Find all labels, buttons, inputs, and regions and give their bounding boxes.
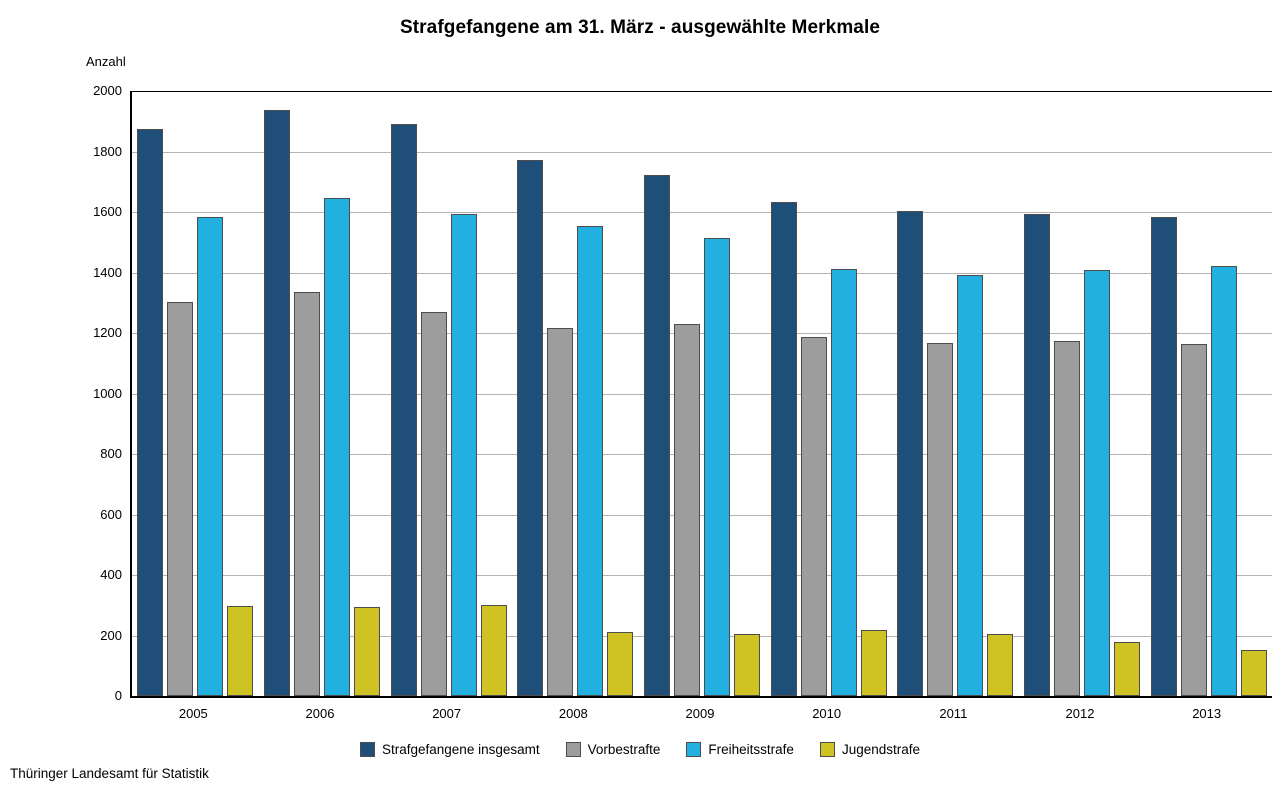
bar-group (132, 91, 259, 696)
legend-label: Vorbestrafte (587, 742, 661, 757)
bar (391, 124, 417, 696)
bar (957, 275, 983, 696)
bar-group (765, 91, 892, 696)
plot-area (130, 91, 1272, 698)
y-tick-label: 0 (114, 688, 122, 703)
legend-label: Freiheitsstrafe (708, 742, 794, 757)
y-tick-label: 800 (100, 446, 122, 461)
bar (547, 328, 573, 696)
legend-swatch (820, 742, 835, 757)
bar (227, 606, 253, 696)
bar (927, 343, 953, 696)
y-tick-label: 600 (100, 506, 122, 522)
bar (197, 217, 223, 696)
bar (421, 312, 447, 696)
bar (1084, 270, 1110, 696)
bar (1211, 266, 1237, 696)
y-tick-label: 400 (100, 567, 122, 582)
bar (324, 198, 350, 696)
y-tick-label: 1800 (93, 143, 122, 159)
bar (861, 630, 887, 696)
x-tick-label: 2010 (812, 706, 842, 721)
bar-group (1145, 91, 1272, 696)
legend-label: Strafgefangene insgesamt (382, 742, 540, 757)
y-tick-label: 1200 (93, 325, 122, 340)
bar (644, 175, 670, 696)
bar (294, 292, 320, 696)
x-tick-label: 2008 (558, 706, 588, 721)
y-tick-label: 200 (100, 627, 122, 643)
x-tick-label: 2007 (432, 706, 462, 721)
bar (1181, 344, 1207, 696)
bar (1024, 214, 1050, 696)
bar (831, 269, 857, 696)
x-tick-label: 2011 (939, 706, 968, 721)
y-tick-label: 1600 (93, 204, 122, 219)
source-note: Thüringer Landesamt für Statistik (10, 766, 209, 781)
y-tick-label: 1400 (93, 264, 122, 280)
bar (1054, 341, 1080, 696)
legend-item[interactable] (566, 742, 661, 757)
y-tick-label: 1000 (93, 385, 122, 401)
legend-swatch (686, 742, 701, 757)
legend-item[interactable] (686, 742, 794, 757)
legend-item[interactable] (360, 742, 540, 757)
x-tick-label: 2005 (178, 706, 208, 721)
y-tick-label: 2000 (93, 83, 122, 98)
bar (137, 129, 163, 696)
bar (517, 160, 543, 696)
bar (167, 302, 193, 696)
bar (264, 110, 290, 696)
legend-item[interactable] (820, 742, 920, 757)
bar (801, 337, 827, 696)
bar (354, 607, 380, 696)
bar (704, 238, 730, 696)
bar-group (512, 91, 639, 696)
x-tick-label: 2012 (1065, 706, 1095, 721)
bar (607, 632, 633, 696)
legend-swatch (360, 742, 375, 757)
bar-group (1019, 91, 1146, 696)
bar (674, 324, 700, 696)
bar (1241, 650, 1267, 696)
chart-legend (0, 742, 1280, 757)
bar (481, 605, 507, 696)
chart-title: Strafgefangene am 31. März - ausgewählte Merkmale (399, 17, 881, 38)
bar (451, 214, 477, 696)
bar (771, 202, 797, 696)
x-tick-label: 2009 (685, 706, 715, 721)
bar (577, 226, 603, 696)
bar (897, 211, 923, 696)
legend-swatch (566, 742, 581, 757)
x-tick-label: 2006 (305, 706, 335, 721)
bar-group (385, 91, 512, 696)
legend-label: Jugendstrafe (841, 742, 920, 757)
bar-group (639, 91, 766, 696)
bar (1151, 217, 1177, 696)
bar-group (892, 91, 1019, 696)
y-axis-label: Anzahl (86, 54, 126, 69)
bar (987, 634, 1013, 696)
bar (1114, 642, 1140, 696)
bar (734, 634, 760, 696)
x-tick-label: 2013 (1192, 706, 1222, 721)
bar-group (259, 91, 386, 696)
